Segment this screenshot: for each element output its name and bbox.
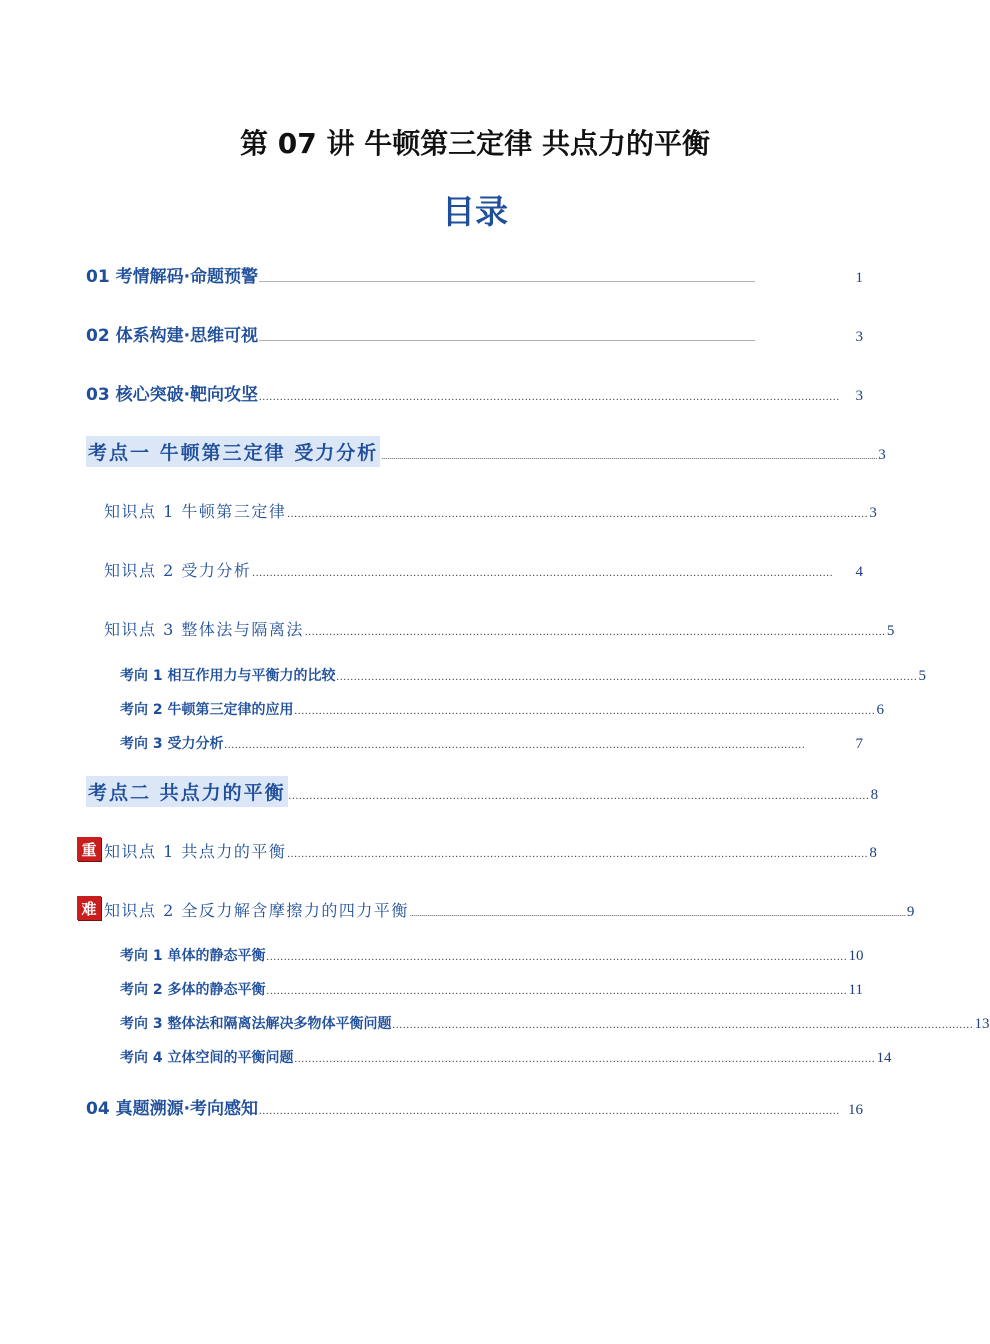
toc-entry-section-04[interactable]: [86, 1094, 863, 1119]
dot-leader: ......................................................................................................................................................................: [259, 392, 841, 403]
toc-entry-zhishidian-2-1[interactable]: [104, 839, 877, 862]
toc-page-number: 1: [855, 270, 863, 286]
toc-entry-zhishidian-1-1[interactable]: [104, 499, 877, 522]
toc-entry-kaoxiang-1-3[interactable]: [120, 733, 863, 753]
dot-leader: ........................................................................................................................................................................................................................................................: [259, 334, 756, 343]
toc-entry-label: 知识点 1 牛顿第三定律: [104, 502, 287, 521]
toc-page-number: 5: [918, 668, 926, 684]
toc-entry-zhishidian-1-3[interactable]: [104, 617, 895, 640]
badge-difficult: 难: [77, 896, 101, 920]
dot-leader: ......................................................................................................................................................................: [392, 1020, 974, 1031]
dot-leader: ......................................................................................................................................................................: [304, 627, 886, 638]
dot-leader: ......................................................................................................................................................................: [288, 791, 870, 802]
toc-page-number: 14: [876, 1050, 892, 1066]
toc-page-number: 3: [869, 505, 877, 521]
toc-page-number: 3: [855, 329, 863, 345]
toc-entry-label: 知识点 2 全反力解含摩擦力的四力平衡: [104, 901, 409, 920]
toc-page-number: 9: [906, 904, 915, 920]
toc-entry-label: 考点一 牛顿第三定律 受力分析: [86, 436, 380, 467]
toc-page-number: 7: [855, 736, 863, 752]
toc-entry-label: 04 真题溯源·考向感知: [86, 1099, 259, 1119]
toc-entry-kaoxiang-1-1[interactable]: [120, 665, 926, 685]
toc-entry-kaoxiang-2-2[interactable]: [120, 979, 863, 999]
toc-entry-label: 01 考情解码·命题预警: [86, 267, 259, 287]
toc-entry-label: 考向 1 单体的静态平衡: [120, 948, 266, 964]
toc-entry-label: 考点二 共点力的平衡: [86, 776, 288, 807]
toc-page-number: 6: [876, 702, 884, 718]
toc-entry-label: 知识点 2 受力分析: [104, 561, 252, 580]
dot-leader: ........................................................................................................................................................................................................................................................: [409, 909, 906, 918]
dot-leader: ........................................................................................................................................................................................................................................................: [259, 275, 756, 284]
toc-page-number: 16: [848, 1102, 863, 1118]
toc-heading: 目录: [442, 192, 508, 231]
toc-entry-section-02[interactable]: [86, 321, 863, 346]
toc-page-number: 5: [886, 623, 895, 639]
toc-entry-kaoxiang-2-4[interactable]: [120, 1047, 892, 1067]
dot-leader: ......................................................................................................................................................................: [266, 952, 848, 963]
dot-leader: ......................................................................................................................................................................: [294, 706, 876, 717]
dot-leader: ......................................................................................................................................................................: [287, 849, 869, 860]
toc-entry-kaodian-1[interactable]: [86, 436, 886, 467]
toc-entry-label: 知识点 1 共点力的平衡: [104, 842, 287, 861]
toc-entry-label: 知识点 3 整体法与隔离法: [104, 620, 304, 639]
toc-entry-label: 考向 1 相互作用力与平衡力的比较: [120, 668, 336, 684]
toc-entry-label: 考向 3 受力分析: [120, 736, 224, 752]
document-title: 第 07 讲 牛顿第三定律 共点力的平衡: [240, 127, 710, 160]
toc-entry-label: 02 体系构建·思维可视: [86, 326, 259, 346]
toc-page-number: 4: [855, 564, 863, 580]
dot-leader: ........................................................................................................................................................................................................................................................: [381, 452, 878, 461]
toc-entry-kaoxiang-2-3[interactable]: [120, 1013, 990, 1033]
toc-page-number: 11: [848, 982, 863, 998]
toc-entry-kaoxiang-1-2[interactable]: [120, 699, 884, 719]
dot-leader: ......................................................................................................................................................................: [224, 740, 806, 751]
toc-entry-zhishidian-2-2[interactable]: [104, 898, 915, 921]
toc-page-number: 10: [848, 948, 864, 964]
dot-leader: ......................................................................................................................................................................: [287, 509, 869, 520]
dot-leader: ......................................................................................................................................................................: [266, 986, 848, 997]
toc-entry-label: 考向 4 立体空间的平衡问题: [120, 1050, 294, 1066]
dot-leader: ......................................................................................................................................................................: [252, 568, 834, 579]
dot-leader: ......................................................................................................................................................................: [259, 1106, 841, 1117]
toc-entry-label: 03 核心突破·靶向攻坚: [86, 385, 259, 405]
toc-page-number: 8: [870, 787, 879, 803]
toc-entry-label: 考向 2 牛顿第三定律的应用: [120, 702, 294, 718]
dot-leader: ......................................................................................................................................................................: [294, 1054, 876, 1065]
toc-entry-kaoxiang-2-1[interactable]: [120, 945, 863, 965]
toc-entry-section-03[interactable]: [86, 380, 863, 405]
dot-leader: ......................................................................................................................................................................: [336, 672, 918, 683]
toc-entry-kaodian-2[interactable]: [86, 776, 879, 807]
toc-entry-label: 考向 2 多体的静态平衡: [120, 982, 266, 998]
toc-page-number: 13: [974, 1016, 990, 1032]
toc-entry-label: 考向 3 整体法和隔离法解决多物体平衡问题: [120, 1016, 392, 1032]
toc-entry-zhishidian-1-2[interactable]: [104, 558, 863, 581]
toc-entry-section-01[interactable]: [86, 262, 863, 287]
toc-page-number: 3: [855, 388, 863, 404]
toc-page-number: 3: [878, 447, 886, 463]
badge-important: 重: [77, 837, 101, 861]
toc-page-number: 8: [869, 845, 877, 861]
